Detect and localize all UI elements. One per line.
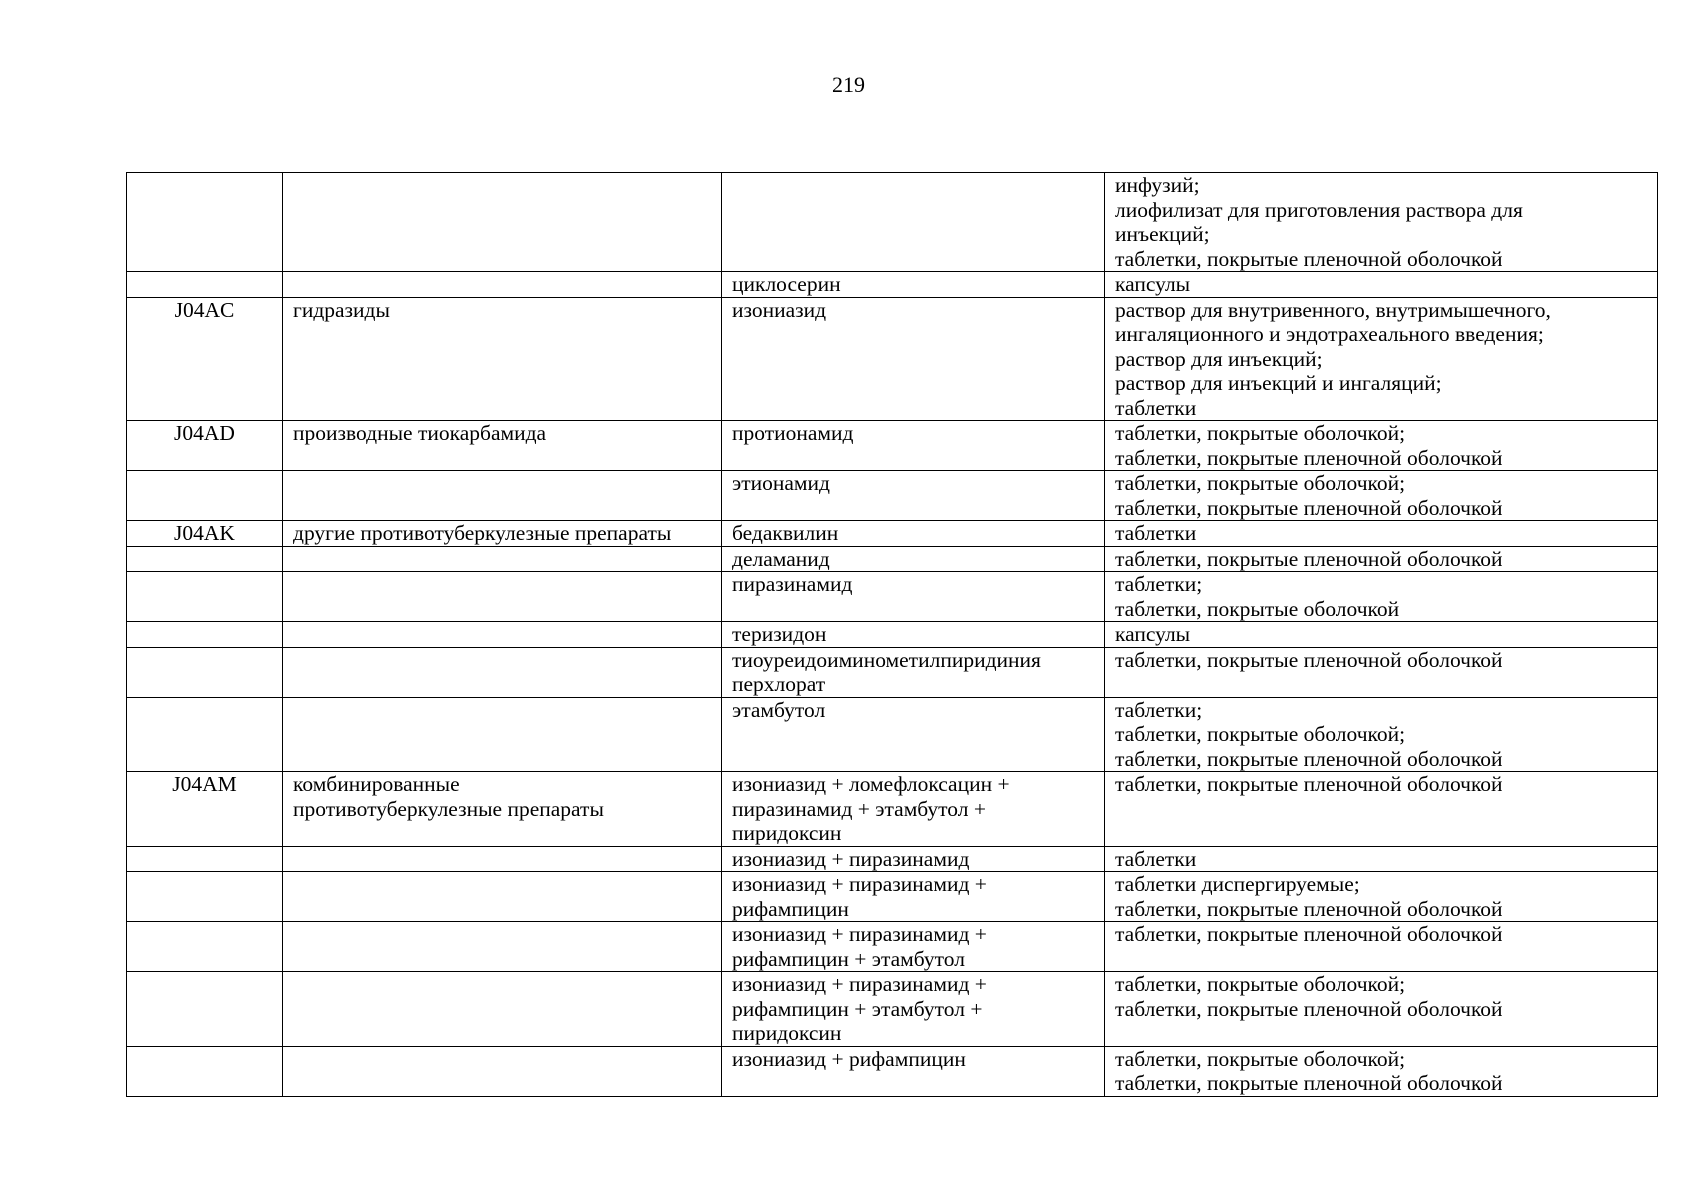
dosage-form-cell bbox=[1105, 471, 1658, 521]
group-cell bbox=[283, 772, 722, 847]
table-row bbox=[127, 647, 1658, 697]
drug-name-line: протионамид bbox=[732, 421, 854, 445]
table-row bbox=[127, 922, 1658, 972]
dosage-form-line: таблетки, покрытые пленочной оболочкой bbox=[1115, 647, 1503, 672]
dosage-form-cell bbox=[1105, 872, 1658, 922]
drug-name-cell bbox=[722, 846, 1105, 872]
drug-name-line: изониазид + рифампицин bbox=[732, 1046, 966, 1071]
drug-name-line: изониазид + пиразинамид + bbox=[732, 922, 987, 946]
atc-code: J04AD bbox=[174, 421, 235, 445]
dosage-form-line: таблетки, покрытые пленочной оболочкой bbox=[1115, 495, 1503, 520]
group-name-line: производные тиокарбамида bbox=[293, 421, 547, 445]
atc-code-cell bbox=[127, 297, 283, 421]
drug-name-cell bbox=[722, 697, 1105, 772]
dosage-form-line: таблетки, покрытые оболочкой bbox=[1115, 596, 1400, 621]
table-row bbox=[127, 622, 1658, 648]
drug-name-line: рифампицин bbox=[732, 896, 849, 921]
drug-name-line: этионамид bbox=[732, 471, 830, 495]
drug-name-cell bbox=[722, 173, 1105, 272]
dosage-form-line: раствор для внутривенного, внутримышечного, bbox=[1115, 297, 1551, 322]
drug-name-cell bbox=[722, 546, 1105, 572]
drug-name-cell bbox=[722, 272, 1105, 298]
drug-name-cell bbox=[722, 297, 1105, 421]
dosage-form-line: инфузий; bbox=[1115, 173, 1200, 197]
atc-code-cell bbox=[127, 471, 283, 521]
dosage-form-cell bbox=[1105, 1046, 1658, 1096]
drug-name-line: рифампицин + этамбутол bbox=[732, 946, 965, 971]
dosage-form-cell bbox=[1105, 546, 1658, 572]
drug-name-line: рифампицин + этамбутол + bbox=[732, 996, 983, 1021]
dosage-form-line: таблетки, покрытые пленочной оболочкой bbox=[1115, 445, 1503, 470]
atc-code-cell bbox=[127, 772, 283, 847]
dosage-form-cell bbox=[1105, 772, 1658, 847]
atc-code-cell bbox=[127, 521, 283, 547]
table-row bbox=[127, 846, 1658, 872]
drug-name-cell bbox=[722, 521, 1105, 547]
dosage-form-line: таблетки, покрытые оболочкой; bbox=[1115, 1046, 1406, 1071]
dosage-form-cell bbox=[1105, 697, 1658, 772]
table-row bbox=[127, 521, 1658, 547]
drug-name-cell bbox=[722, 1046, 1105, 1096]
table-row bbox=[127, 173, 1658, 272]
dosage-form-line: таблетки диспергируемые; bbox=[1115, 872, 1360, 896]
table-row bbox=[127, 297, 1658, 421]
drug-name-cell bbox=[722, 622, 1105, 648]
table-row bbox=[127, 546, 1658, 572]
table-row bbox=[127, 697, 1658, 772]
group-name-line: противотуберкулезные препараты bbox=[293, 796, 604, 821]
drug-name-cell bbox=[722, 421, 1105, 471]
dosage-form-line: таблетки bbox=[1115, 846, 1197, 871]
drug-name-cell bbox=[722, 972, 1105, 1047]
dosage-form-cell bbox=[1105, 922, 1658, 972]
table-row bbox=[127, 1046, 1658, 1096]
atc-code-cell bbox=[127, 272, 283, 298]
drug-name-line: пиридоксин bbox=[732, 821, 842, 845]
drug-name-line: изониазид + пиразинамид + bbox=[732, 972, 987, 996]
drug-name-line: деламанид bbox=[732, 546, 830, 571]
table-row bbox=[127, 421, 1658, 471]
group-cell bbox=[283, 297, 722, 421]
group-cell bbox=[283, 572, 722, 622]
dosage-form-line: раствор для инъекций и ингаляций; bbox=[1115, 371, 1442, 395]
dosage-form-line: таблетки, покрытые пленочной оболочкой bbox=[1115, 772, 1503, 796]
drug-name-cell bbox=[722, 872, 1105, 922]
dosage-form-line: таблетки, покрытые пленочной оболочкой bbox=[1115, 996, 1503, 1021]
drug-name-line: изониазид + пиразинамид bbox=[732, 846, 970, 871]
group-cell bbox=[283, 972, 722, 1047]
atc-code-cell bbox=[127, 173, 283, 272]
atc-code-cell bbox=[127, 922, 283, 972]
dosage-form-line: таблетки bbox=[1115, 521, 1197, 545]
drug-name-cell bbox=[722, 772, 1105, 847]
group-cell bbox=[283, 922, 722, 972]
group-cell bbox=[283, 1046, 722, 1096]
drug-name-cell bbox=[722, 572, 1105, 622]
drug-name-line: изониазид bbox=[732, 297, 827, 322]
group-cell bbox=[283, 622, 722, 648]
dosage-form-line: таблетки; bbox=[1115, 697, 1203, 722]
group-name-line: гидразиды bbox=[293, 297, 390, 322]
drug-name-line: изониазид + пиразинамид + bbox=[732, 872, 987, 896]
atc-code-cell bbox=[127, 622, 283, 648]
atc-code-cell bbox=[127, 846, 283, 872]
dosage-form-cell bbox=[1105, 173, 1658, 272]
drug-name-line: пиразинамид + этамбутол + bbox=[732, 796, 986, 821]
atc-code-cell bbox=[127, 546, 283, 572]
drug-name-cell bbox=[722, 922, 1105, 972]
atc-code: J04AM bbox=[172, 772, 237, 796]
dosage-form-line: раствор для инъекций; bbox=[1115, 346, 1323, 371]
dosage-form-line: инъекций; bbox=[1115, 222, 1210, 246]
table-row bbox=[127, 272, 1658, 298]
dosage-form-line: таблетки, покрытые пленочной оболочкой bbox=[1115, 922, 1503, 946]
atc-code-cell bbox=[127, 421, 283, 471]
atc-code: J04AC bbox=[174, 297, 235, 322]
group-cell bbox=[283, 272, 722, 298]
dosage-form-line: капсулы bbox=[1115, 272, 1191, 296]
dosage-form-line: таблетки bbox=[1115, 395, 1197, 420]
atc-code: J04AK bbox=[174, 521, 235, 545]
dosage-form-line: таблетки, покрытые оболочкой; bbox=[1115, 972, 1406, 996]
group-cell bbox=[283, 846, 722, 872]
dosage-form-cell bbox=[1105, 846, 1658, 872]
atc-code-cell bbox=[127, 572, 283, 622]
dosage-form-cell bbox=[1105, 622, 1658, 648]
atc-code-cell bbox=[127, 1046, 283, 1096]
dosage-form-cell bbox=[1105, 297, 1658, 421]
dosage-form-line: таблетки, покрытые пленочной оболочкой bbox=[1115, 246, 1503, 271]
atc-code-cell bbox=[127, 647, 283, 697]
table-row bbox=[127, 872, 1658, 922]
dosage-form-line: ингаляционного и эндотрахеального введения; bbox=[1115, 322, 1544, 346]
dosage-form-line: таблетки; bbox=[1115, 572, 1203, 596]
table-row bbox=[127, 471, 1658, 521]
page-number: 219 bbox=[832, 72, 865, 97]
dosage-form-line: таблетки, покрытые пленочной оболочкой bbox=[1115, 1071, 1503, 1095]
dosage-form-line: таблетки, покрытые оболочкой; bbox=[1115, 722, 1406, 746]
atc-code-cell bbox=[127, 697, 283, 772]
dosage-form-line: таблетки, покрытые оболочкой; bbox=[1115, 471, 1406, 495]
group-name-line: другие противотуберкулезные препараты bbox=[293, 521, 672, 545]
dosage-form-cell bbox=[1105, 972, 1658, 1047]
group-cell bbox=[283, 471, 722, 521]
group-cell bbox=[283, 421, 722, 471]
dosage-form-cell bbox=[1105, 521, 1658, 547]
table-row bbox=[127, 772, 1658, 847]
dosage-form-line: таблетки, покрытые пленочной оболочкой bbox=[1115, 746, 1503, 771]
table-row bbox=[127, 572, 1658, 622]
dosage-form-line: капсулы bbox=[1115, 622, 1191, 646]
dosage-form-line: таблетки, покрытые пленочной оболочкой bbox=[1115, 546, 1503, 571]
drug-name-cell bbox=[722, 647, 1105, 697]
drug-name-line: тиоуреидоиминометилпиридиния bbox=[732, 647, 1041, 672]
dosage-form-cell bbox=[1105, 421, 1658, 471]
group-cell bbox=[283, 647, 722, 697]
drug-name-line: бедаквилин bbox=[732, 521, 839, 545]
dosage-form-line: таблетки, покрытые оболочкой; bbox=[1115, 421, 1406, 445]
group-cell bbox=[283, 872, 722, 922]
drug-name-line: этамбутол bbox=[732, 697, 826, 722]
atc-code-cell bbox=[127, 972, 283, 1047]
dosage-form-line: таблетки, покрытые пленочной оболочкой bbox=[1115, 896, 1503, 921]
drug-name-line: пиридоксин bbox=[732, 1021, 842, 1045]
atc-code-cell bbox=[127, 872, 283, 922]
drug-name-line: перхлорат bbox=[732, 672, 826, 696]
drug-name-cell bbox=[722, 471, 1105, 521]
group-cell bbox=[283, 173, 722, 272]
dosage-form-cell bbox=[1105, 272, 1658, 298]
drug-table bbox=[126, 172, 1658, 1097]
dosage-form-cell bbox=[1105, 647, 1658, 697]
dosage-form-line: лиофилизат для приготовления раствора для bbox=[1115, 197, 1523, 222]
drug-name-line: изониазид + ломефлоксацин + bbox=[732, 772, 1010, 796]
drug-name-line: пиразинамид bbox=[732, 572, 853, 596]
table-row bbox=[127, 972, 1658, 1047]
dosage-form-cell bbox=[1105, 572, 1658, 622]
drug-name-line: циклосерин bbox=[732, 272, 841, 296]
group-cell bbox=[283, 521, 722, 547]
group-cell bbox=[283, 697, 722, 772]
table-body bbox=[127, 173, 1658, 1097]
drug-name-line: теризидон bbox=[732, 622, 827, 646]
group-cell bbox=[283, 546, 722, 572]
group-name-line: комбинированные bbox=[293, 772, 460, 796]
